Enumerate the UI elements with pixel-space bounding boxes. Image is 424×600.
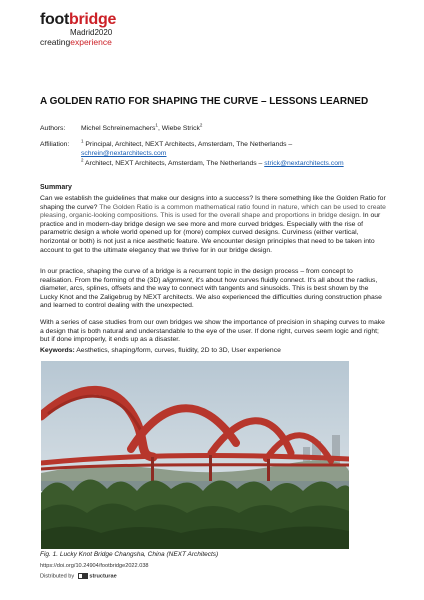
logo-tagline <box>40 38 116 47</box>
logo-wordmark <box>40 12 116 28</box>
lucky-knot-bridge-photo <box>41 361 349 549</box>
summary-heading: Summary <box>40 184 72 191</box>
logo-tagline-experience: experience <box>70 37 112 47</box>
p1-part-c: In our practice and in modern-day bridge design we see more and more curved bridges. Especially with the rise of parametric design a whole world opened up for (more) complex curved designs. Curviness (either vertical, horizontal or both) is not just a nice aesthetic feature. We encounter design principles that need to be taken into account to get to the ultimate elegancy that we thrive for in our bridge design. <box>40 212 381 254</box>
structurae-brand: structurae <box>89 573 117 580</box>
author-1-sup: 1 <box>155 122 158 128</box>
affiliation-2-sup: 2 <box>81 157 84 163</box>
author-2-sup: 2 <box>199 122 203 128</box>
conference-logo <box>40 12 116 47</box>
affiliation-1-sup: 1 <box>81 138 84 144</box>
p1-part-a: Can we establish the guidelines that make our designs into a success? Is there something like the Golden Ratio for shaping the curve? <box>40 195 386 211</box>
p2-italic-alignment: alignment <box>162 276 192 284</box>
summary-paragraph-1 <box>40 195 386 255</box>
summary-paragraph-2 <box>40 268 386 311</box>
doi-link[interactable]: https://doi.org/10.24904/footbridge2022.038 <box>40 563 149 569</box>
email-link-strick[interactable]: strick@nextarchitects.com <box>264 160 344 167</box>
p2-part-a: In our practice, shaping the curve of a bridge is a recurrent topic in the design process – from concept to realisation. From the forming of the (3D) <box>40 268 353 284</box>
logo-tagline-creating: creating <box>40 37 71 47</box>
keywords-line <box>40 347 386 356</box>
summary-paragraph-3: With a series of case studies from our own bridges we show the importance of precision in shaping curves to make a design that is both natural and understandable to the eye of the user. If done right, curves seem logic and right; but if done improperly, it ends up as a disaster. <box>40 319 385 344</box>
distributed-by-label: Distributed by <box>40 573 76 580</box>
affiliation-1-body: Principal, Architect, NEXT Architects, Amsterdam, The Netherlands – <box>83 141 293 148</box>
authors-label: Authors: <box>40 125 66 132</box>
authors-names <box>81 124 421 133</box>
structurae-logo-icon <box>78 573 88 579</box>
logo-part-bridge: bridge <box>69 11 117 28</box>
logo-part-foot: foot <box>40 11 70 28</box>
affiliation-2-text <box>81 159 421 168</box>
author-2: Wiebe Strick <box>161 125 200 132</box>
distribution-note <box>40 573 117 579</box>
p1-part-b: The Golden Ratio is a common mathematical ratio found in nature, which can be used to create pleasing, organic-looking compositions. This is used for the overall shape and proportions in bridge design. <box>40 203 386 220</box>
affiliation-2-body: Architect, NEXT Architects, Amsterdam, The Netherlands – <box>83 160 265 167</box>
authors-separator: , <box>157 125 162 132</box>
affiliation-label: Affiliation: <box>40 141 70 148</box>
figure-caption: Fig. 1. Lucky Knot Bridge Changsha, China (NEXT Architects) <box>40 551 219 558</box>
paper-title: A GOLDEN RATIO FOR SHAPING THE CURVE – LESSONS LEARNED <box>40 96 369 107</box>
p2-part-c: , it's about how curves fluidly connect. It's all about the radius, diameter, arcs, splines, offsets and the way to connect with tangents and sinusoids. This is best shown by the Lucky Knot and the Zaligebrug by NEXT architects. We also experienced the difficulties during construction phase and learned to control dealing with the unexpected. <box>40 276 382 310</box>
keywords-label: Keywords: <box>40 347 75 354</box>
logo-city: Madrid2020 <box>70 28 113 37</box>
affiliation-1-text <box>81 140 421 158</box>
keywords-text: Aesthetics, shaping/form, curves, fluidity, 2D to 3D, User experience <box>74 347 281 354</box>
author-1: Michel Schreinemachers <box>81 125 156 132</box>
email-link-schrein[interactable]: schrein@nextarchitects.com <box>81 150 167 157</box>
